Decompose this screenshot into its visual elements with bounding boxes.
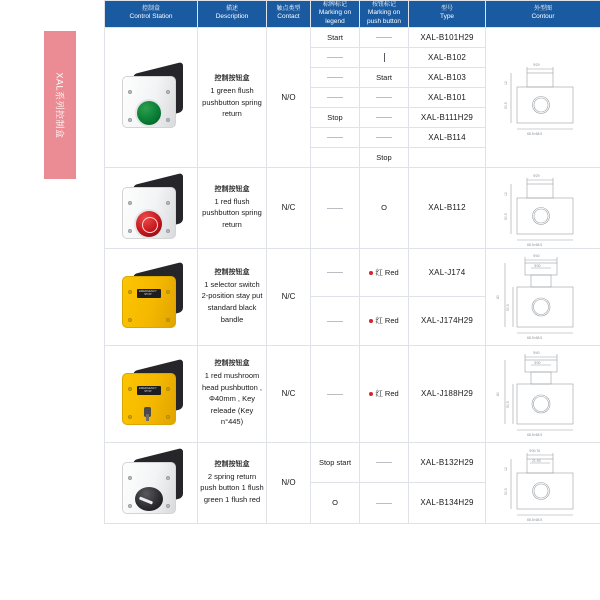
cell-pushbutton-r4v1 [360, 483, 409, 524]
cell-legend-r4v1 [311, 483, 360, 524]
cell-type-r0v5: XAL-B114 [409, 127, 486, 147]
dash-marker [327, 272, 343, 273]
screw-icon [128, 415, 132, 419]
cell-pushbutton-r0v0 [360, 27, 409, 47]
column-header-contour-en: Contour [531, 13, 555, 21]
column-header-contact-cn: 触点类型 [276, 6, 301, 13]
description-cn: 控制按钮盒 [214, 360, 250, 368]
cell-contact-r2: N/C [267, 248, 311, 345]
screw-icon [128, 229, 132, 233]
cell-legend-r0v1 [311, 47, 360, 67]
contour-dim-height: 50.5 [506, 304, 510, 311]
cell-contact-r0: N/O [267, 27, 311, 167]
contour-drawing-0 [489, 57, 597, 137]
contour-dim-total-height: 80 [496, 294, 500, 299]
column-header-contour [486, 1, 600, 28]
yellow-mushroom-key-release-station [105, 363, 197, 425]
screw-icon [128, 476, 132, 480]
dash-marker [327, 208, 343, 209]
red-dot-icon [369, 319, 373, 323]
green-pushbutton[interactable] [137, 101, 161, 125]
cell-type-r2v0: XAL-J174 [409, 248, 486, 297]
bar-marker [384, 53, 385, 62]
screw-icon [166, 387, 170, 391]
red-flush-pushbutton-station [105, 177, 197, 239]
series-band-label: XAL系列控制盒 [54, 71, 65, 139]
cell-legend-r3v0 [311, 345, 360, 442]
description-en: 1 selector switch 2-position stay put standard black bandle [201, 279, 263, 324]
cell-type-r0v0: XAL-B101H29 [409, 27, 486, 47]
description-cn: 控制按钮盒 [214, 268, 250, 276]
screw-icon [166, 118, 170, 122]
black-knob-two-button-station [105, 452, 197, 514]
cell-legend-r2v0 [311, 248, 360, 297]
green-flush-pushbutton-station [105, 66, 197, 128]
dash-marker [327, 77, 343, 78]
marking-text: Start [376, 72, 392, 82]
cell-description-r0 [198, 27, 267, 167]
screw-icon [128, 290, 132, 294]
cell-pushbutton-r0v1 [360, 47, 409, 67]
cell-type-r0v4: XAL-B111H29 [409, 107, 486, 127]
description-en: 1 red flush pushbutton spring return [202, 196, 262, 229]
cell-contour-r1 [486, 167, 600, 248]
contour-dim-total-height: 80 [496, 391, 500, 396]
description-en: 2 spring return push button 1 flush green 1 flush red [200, 471, 264, 504]
enclosure-body-front [122, 462, 176, 514]
column-header-station-en: Control Station [129, 13, 173, 21]
marking-text: Stop start [318, 457, 352, 467]
cell-type-r2v1: XAL-J174H29 [409, 297, 486, 346]
series-band [44, 31, 76, 179]
dash-marker [376, 37, 392, 38]
table-row [105, 345, 600, 442]
column-header-pushbutton [360, 1, 409, 28]
cell-pushbutton-r1v0 [360, 167, 409, 248]
dash-marker [376, 462, 392, 463]
cell-description-r3 [198, 345, 267, 442]
marking-text: 红 Red [375, 267, 399, 277]
column-header-type-cn: 型号 [440, 6, 453, 13]
cell-type-r4v0: XAL-B132H29 [409, 442, 486, 483]
contour-dim-width: 68.5×68.5 [527, 132, 543, 137]
cell-description-r2 [198, 248, 267, 345]
warning-label: EMERGENCY STOP [137, 386, 161, 395]
contour-dim-height: 50.5 [504, 102, 508, 110]
table-row [105, 167, 600, 248]
cell-control-station-r4 [105, 442, 198, 523]
screw-icon [128, 90, 132, 94]
description-cn: 控制按钮盒 [214, 460, 250, 468]
cell-legend-r4v0 [311, 442, 360, 483]
cell-pushbutton-r2v0 [360, 248, 409, 297]
cell-description-r1 [198, 167, 267, 248]
screw-icon [166, 476, 170, 480]
contour-dim-inner-dia: Φ30 [534, 360, 541, 365]
selector-knob[interactable] [135, 487, 163, 511]
dash-marker [376, 137, 392, 138]
cell-type-r3v0: XAL-J188H29 [409, 345, 486, 442]
cell-description-r4 [198, 442, 267, 523]
cell-control-station-r3 [105, 345, 198, 442]
screw-icon [166, 201, 170, 205]
screw-icon [166, 504, 170, 508]
cell-legend-r0v0 [311, 27, 360, 47]
table-row [105, 27, 600, 47]
contour-dim-width: 68.5×68.5 [527, 242, 543, 247]
dash-marker [376, 97, 392, 98]
cell-type-r4v1: XAL-B134H29 [409, 483, 486, 524]
cell-pushbutton-r0v2 [360, 67, 409, 87]
marking-text: O [332, 498, 338, 508]
red-dot-icon [369, 271, 373, 275]
cell-pushbutton-r2v1 [360, 297, 409, 346]
cell-contour-r4 [486, 442, 600, 523]
column-header-description-cn: 描述 [225, 6, 238, 13]
column-header-legend-cn: 标牌标记 [322, 2, 347, 8]
dash-marker [376, 117, 392, 118]
red-dot-icon [369, 392, 373, 396]
screw-icon [128, 504, 132, 508]
marking-text: Start [327, 32, 343, 42]
cell-contour-r3 [486, 345, 600, 442]
dash-marker [376, 503, 392, 504]
contour-drawing-4 [489, 443, 597, 523]
screw-icon [166, 90, 170, 94]
marking-text: Stop [327, 112, 343, 122]
cell-type-r0v1: XAL-B102 [409, 47, 486, 67]
column-header-pushbutton-en: Marking on push button [367, 9, 401, 25]
contour-dim-top-dia: Φ29 [533, 173, 540, 178]
table-row [105, 248, 600, 297]
cell-type-r0v6 [409, 147, 486, 167]
cell-pushbutton-r4v0 [360, 442, 409, 483]
screw-icon [128, 201, 132, 205]
contour-dim-width: 68.5×68.5 [527, 517, 543, 522]
column-header-pushbutton-cn: 按钮标记 [371, 2, 396, 8]
screw-icon [128, 118, 132, 122]
cell-legend-r0v3 [311, 87, 360, 107]
cell-pushbutton-r0v6 [360, 147, 409, 167]
column-header-type-en: Type [439, 13, 455, 21]
enclosure-body-front [122, 187, 176, 239]
contour-dim-height: 50.5 [504, 488, 508, 495]
cell-legend-r2v1 [311, 297, 360, 346]
contour-dim-width: 68.5×68.5 [527, 335, 543, 340]
table-row [105, 442, 600, 483]
cell-legend-r0v5 [311, 127, 360, 147]
marking-text: O [381, 203, 387, 213]
column-header-type [409, 1, 486, 28]
dash-marker [327, 394, 343, 395]
column-header-legend-en: Marking on legend [318, 9, 352, 25]
cell-control-station-r2 [105, 248, 198, 345]
column-header-legend [311, 1, 360, 28]
contour-dim-height: 50.5 [504, 213, 508, 220]
warning-label: EMERGENCY STOP [137, 289, 161, 298]
cell-contact-r3: N/C [267, 345, 311, 442]
column-header-station [105, 1, 198, 28]
cell-legend-r0v2 [311, 67, 360, 87]
cell-contour-r0 [486, 27, 600, 167]
cell-pushbutton-r0v4 [360, 107, 409, 127]
contour-dim-top-dia: Φ40 [533, 253, 540, 258]
cell-type-r0v2: XAL-B103 [409, 67, 486, 87]
yellow-selector-switch-station [105, 266, 197, 328]
cell-pushbutton-r0v5 [360, 127, 409, 147]
enclosure-body-front [122, 373, 176, 425]
screw-icon [166, 415, 170, 419]
contour-dim-height: 50.5 [506, 401, 510, 408]
keyhole-icon [144, 407, 151, 417]
screw-icon [166, 229, 170, 233]
cell-type-r0v3: XAL-B101 [409, 87, 486, 107]
dash-marker [327, 97, 343, 98]
column-header-contact [267, 1, 311, 28]
dash-marker [327, 321, 343, 322]
column-header-contact-en: Contact [277, 13, 300, 21]
screw-icon [128, 387, 132, 391]
contour-drawing-3 [489, 346, 597, 442]
contour-dim-inner-dia: Φ30 [534, 263, 541, 268]
description-cn: 控制按钮盒 [214, 185, 250, 193]
red-pushbutton[interactable] [136, 211, 162, 237]
contour-dim-top-dia: Φ29 [533, 63, 540, 68]
contour-dim-width: 68.5×68.5 [527, 432, 543, 437]
enclosure-body-front [122, 276, 176, 328]
cell-legend-r0v4 [311, 107, 360, 127]
column-header-contour-cn: 外型图 [533, 6, 552, 13]
cell-control-station-r1 [105, 167, 198, 248]
dash-marker [327, 137, 343, 138]
screw-icon [166, 290, 170, 294]
cell-pushbutton-r3v0 [360, 345, 409, 442]
description-en: 1 green flush pushbutton spring return [202, 86, 262, 119]
column-header-description [198, 1, 267, 28]
contour-dim-inner-dia: 21.93 [532, 458, 541, 463]
cell-legend-r1v0 [311, 167, 360, 248]
contour-dim-top-dia: Φ30.76 [529, 448, 541, 453]
cell-contour-r2 [486, 248, 600, 345]
column-header-station-cn: 控制盒 [141, 6, 160, 13]
cell-contact-r4: N/O [267, 442, 311, 523]
table-body [105, 27, 600, 523]
cell-legend-r0v6 [311, 147, 360, 167]
cell-contact-r1: N/C [267, 167, 311, 248]
marking-text: 红 Red [375, 389, 399, 399]
cell-control-station-r0 [105, 27, 198, 167]
enclosure-body-front [122, 76, 176, 128]
cell-type-r1v0: XAL-B112 [409, 167, 486, 248]
contour-drawing-1 [489, 168, 597, 248]
description-cn: 控制按钮盒 [214, 75, 250, 83]
contour-dim-collar: 12 [504, 466, 508, 471]
table-header-row [105, 1, 600, 28]
contour-dim-collar: 12 [504, 191, 508, 196]
contour-dim-top-dia: Φ40 [533, 350, 540, 355]
product-table [104, 0, 600, 524]
screw-icon [166, 318, 170, 322]
contour-drawing-2 [489, 249, 597, 345]
dash-marker [327, 57, 343, 58]
contour-dim-collar: 12 [504, 81, 508, 86]
description-en: 1 red mushroom head pushbutton , Φ40mm , Key releade (Key n°445) [201, 370, 263, 427]
marking-text: 红 Red [375, 316, 399, 326]
marking-text: Stop [376, 152, 392, 162]
column-header-description-en: Description [215, 13, 249, 21]
cell-pushbutton-r0v3 [360, 87, 409, 107]
screw-icon [128, 318, 132, 322]
